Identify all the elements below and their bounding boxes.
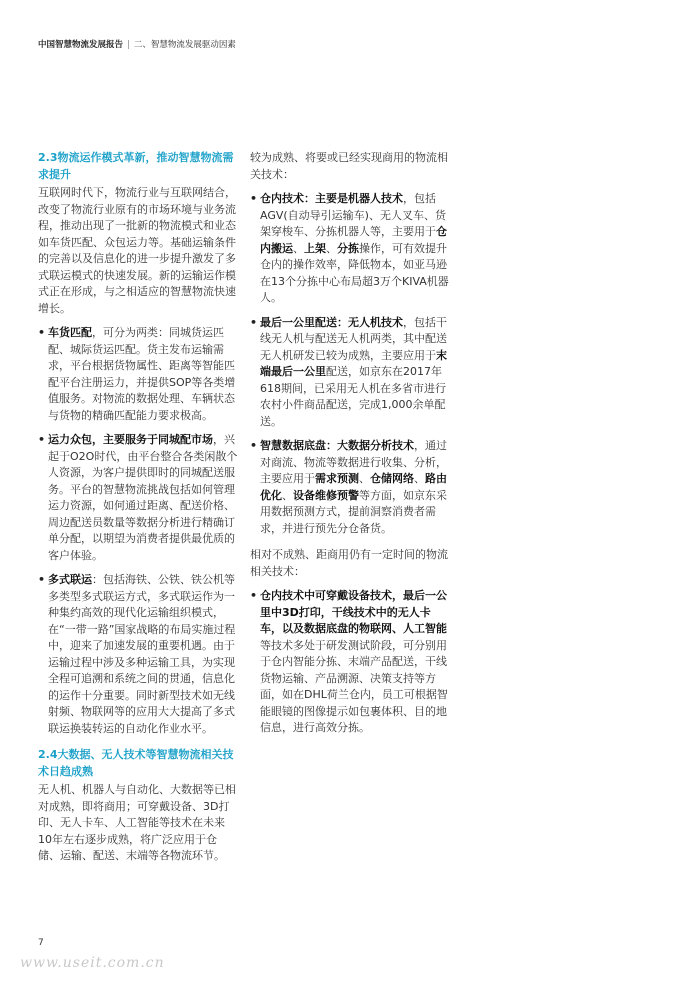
item-text: ，包括AGV(自动导引运输车)、无人叉车、货架穿梭车、分拣机器人等，主要用于 xyxy=(260,192,446,238)
item-title: 运力众包，主要服务于同城配市场 xyxy=(48,433,213,446)
page-header xyxy=(38,38,236,50)
section-heading-2-4: 2.4大数据、无人技术等智慧物流相关技术日趋成熟 xyxy=(38,748,234,778)
list-item xyxy=(250,588,450,737)
bullet-icon: • xyxy=(250,439,258,452)
bullet-icon: • xyxy=(38,326,46,339)
list-item xyxy=(38,432,238,564)
item-text: 、 xyxy=(414,472,425,485)
item-title: 仓内技术中可穿戴设备技术，最后一公里中3D打印，干线技术中的无人卡车，以及数据底盘的物联网、人工智能 xyxy=(260,589,447,635)
highlight-text: 设备维修预警 xyxy=(293,488,359,502)
item-title: 智慧数据底盘：大数据分析技术 xyxy=(260,439,414,452)
item-title: 仓内技术：主要是机器人技术 xyxy=(260,192,403,205)
item-text: ，包括干线无人机与配送无人机两类，其中配送无人机研发已较为成熟，主要应用于 xyxy=(260,315,447,362)
highlight-text: 仓储网络 xyxy=(370,472,414,485)
bullet-icon: • xyxy=(250,589,258,602)
page-number: 7 xyxy=(38,938,44,948)
highlight-text: 需求预测 xyxy=(315,472,359,485)
paragraph: 相对不成熟、距商用仍有一定时间的物流相关技术： xyxy=(250,548,448,578)
section-heading-2-3: 2.3物流运作模式革新，推动智慧物流需求提升 xyxy=(38,151,234,181)
report-title: 中国智慧物流发展报告 xyxy=(38,40,124,50)
paragraph: 互联网时代下，物流行业与互联网结合，改变了物流行业原有的市场环境与业务流程，推动出现了一批新的物流模式和业态如车货匹配、众包运力等。基础运输条件的完善以及信息化的进一步提升激发了多式联运模式的快速发展。新的运输运作模式正在形成，与之相适应的智慧物流快速增长。 xyxy=(38,186,236,315)
list-item xyxy=(250,191,450,307)
header-separator: | xyxy=(127,40,130,50)
bullet-icon: • xyxy=(250,315,258,329)
bullet-icon: • xyxy=(38,433,46,446)
item-text: 等技术多处于研发测试阶段，可分别用于仓内智能分拣、末端产品配送，干线货物运输、产品溯源、决策支持等方面，如在DHL荷兰仓内，员工可根据智能眼镜的图像提示如包裹体积、目的地信息，进行高效分拣。 xyxy=(260,638,448,734)
highlight-text: 仓内搬运 xyxy=(260,225,447,255)
item-text: ：包括海铁、公铁、铁公机等多类型多式联运方式，多式联运作为一种集约高效的现代化运输组织模式，在“一带一路”国家战略的布局实施过程中，迎来了加速发展的重要机遇。由于运输过程中涉及多种运输工具，为实现全程可追溯和系统之间的贯通，信息化的运作十分重要。同时新型技术如无线射频、物联网等的应用大大提高了多式联运换装转运的自动化作业水平。 xyxy=(48,573,236,735)
highlight-text: 上架 xyxy=(304,241,326,255)
item-text: 、 xyxy=(326,241,337,255)
list-item xyxy=(38,325,238,424)
item-title: 车货匹配 xyxy=(48,326,92,339)
list-item xyxy=(250,315,450,431)
item-text: 操作，可有效提升仓内的操作效率，降低物本，如亚马逊在13个分拣中心布局超3万个KIVA机器人。 xyxy=(260,241,449,304)
highlight-text: 分拣 xyxy=(337,241,359,255)
item-text: ，可分为两类：同城货运匹配、城际货运匹配。货主发布运输需求，平台根据货物属性、距离等智能匹配平台注册运力，并提供SOP等各类增值服务。对物流的数据处理、车辆状态与货物的精确匹配能力要求极高。 xyxy=(48,326,236,422)
watermark: www.useit.com.cn xyxy=(20,955,165,971)
paragraph: 无人机、机器人与自动化、大数据等已相对成熟，即将商用；可穿戴设备、3D打印、无人卡车、人工智能等技术在未来10年左右逐步成熟，将广泛应用于仓储、运输、配送、末端等各物流环节。 xyxy=(38,783,236,862)
list-item xyxy=(38,572,238,737)
bullet-icon: • xyxy=(38,573,46,586)
item-text: ，兴起于O2O时代，由平台整合各类闲散个人资源，为客户提供即时的同城配送服务。平台的智慧物流挑战包括如何管理运力资源，如何通过距离、配送价格、周边配送员数量等数据分析进行精确订单分配，以期望为消费者提供最优质的客户体验。 xyxy=(48,433,238,562)
item-text: 、 xyxy=(282,488,293,502)
left-column xyxy=(38,150,238,873)
section-title: 二、智慧物流发展驱动因素 xyxy=(133,40,236,50)
bullet-list xyxy=(250,191,450,537)
highlight-text: 末端最后一公里 xyxy=(260,348,447,378)
item-text: 、 xyxy=(359,472,370,485)
bullet-list xyxy=(250,588,450,737)
item-text: 、 xyxy=(293,241,304,255)
item-text: ，通过对商流、物流等数据进行收集、分析，主要应用于 xyxy=(260,439,447,485)
item-title: 多式联运 xyxy=(48,573,92,586)
paragraph: 较为成熟、将要或已经实现商用的物流相关技术： xyxy=(250,151,448,181)
list-item xyxy=(250,438,450,537)
right-column xyxy=(250,150,450,745)
item-text: 配送，如京东在2017年618期间，已采用无人机在多省市进行农村小件商品配送，完成1,000余单配送。 xyxy=(260,365,446,428)
bullet-list xyxy=(38,325,238,737)
item-title: 最后一公里配送：无人机技术 xyxy=(260,315,403,329)
bullet-icon: • xyxy=(250,192,258,205)
highlight-text: 路由优化 xyxy=(260,472,447,502)
item-text: 等方面，如京东采用数据预测方式，提前洞察消费者需求，并进行预先分仓备货。 xyxy=(260,488,447,535)
